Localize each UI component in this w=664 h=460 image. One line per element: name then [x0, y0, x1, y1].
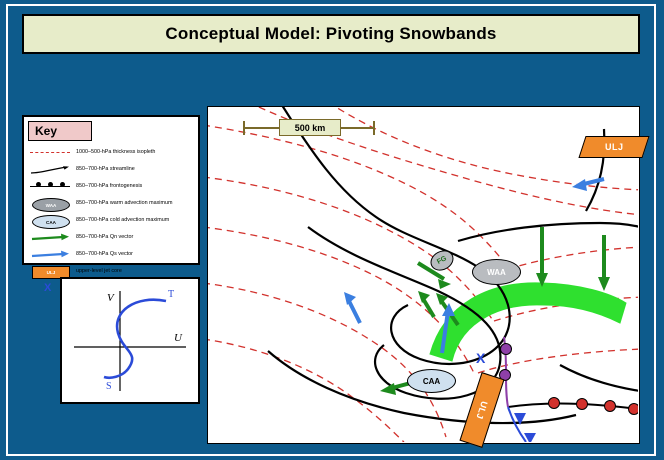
legend-item-label: 1000–500-hPa thickness isopleth [76, 148, 156, 155]
hodograph-panel [60, 277, 200, 404]
caa-tag-label: CAA [46, 219, 56, 225]
ulj-tag-label: ULJ [46, 270, 56, 275]
scale-bar-box [279, 119, 341, 136]
qn-vector-icon [24, 229, 76, 246]
legend-item-label: 850–700-hPa Qn vector [76, 233, 134, 240]
title-panel [22, 14, 640, 54]
snowband-region [430, 283, 626, 361]
legend-item-label: upper-level jet core [76, 267, 122, 274]
legend-item [24, 161, 198, 178]
legend-item-label: 850–700-hPa streamline [76, 165, 135, 172]
legend-item-label: 850–700-hPa cold advection maximum [76, 216, 170, 223]
legend-item-label: 850–700-hPa frontogenesis [76, 182, 143, 189]
hodograph-location-marker: X [476, 350, 486, 366]
svg-text:U: U [174, 332, 182, 344]
hodograph-plot [62, 279, 198, 402]
waa-tag-label: WAA [45, 202, 57, 208]
legend-header-label: Key [35, 124, 58, 138]
legend-item [24, 246, 198, 263]
legend-item [24, 178, 198, 195]
legend-item [24, 195, 198, 212]
caa-maximum-ellipse [407, 369, 456, 393]
svg-text:T: T [168, 289, 175, 300]
frontogenesis-line-icon [24, 178, 76, 195]
waa-maximum-ellipse [472, 259, 521, 285]
ulj-top-label: ULJ [604, 142, 624, 152]
scale-bar-label: 500 km [294, 122, 326, 133]
frontogenesis-boundary [500, 337, 639, 442]
caa-ellipse-icon [24, 212, 76, 229]
legend-item [24, 212, 198, 229]
thickness-isopleth-icon [24, 144, 76, 161]
legend-panel [22, 115, 200, 294]
svg-text:V: V [107, 292, 114, 304]
waa-ellipse-icon [24, 195, 76, 212]
hodograph-x-label: X [44, 282, 52, 294]
legend-item-label: 850–700-hPa Qs vector [76, 250, 133, 257]
ulj-bottom-label: ULJ [474, 399, 490, 421]
legend-item [24, 229, 198, 246]
legend-item [24, 144, 198, 161]
waa-label: WAA [487, 267, 506, 277]
qs-vector-icon [24, 246, 76, 263]
caa-label: CAA [422, 376, 441, 386]
legend-header [28, 121, 92, 141]
legend-rows [24, 144, 198, 297]
svg-text:S: S [106, 381, 112, 392]
scale-bar [243, 119, 375, 137]
streamline-arrow-icon [24, 161, 76, 178]
page-title: Conceptual Model: Pivoting Snowbands [165, 24, 497, 43]
ulj-core-top [578, 136, 649, 158]
map-panel [207, 106, 640, 444]
fg-label: FG [436, 255, 448, 266]
legend-item-label: 850–700-hPa warm advection maximum [76, 199, 173, 206]
